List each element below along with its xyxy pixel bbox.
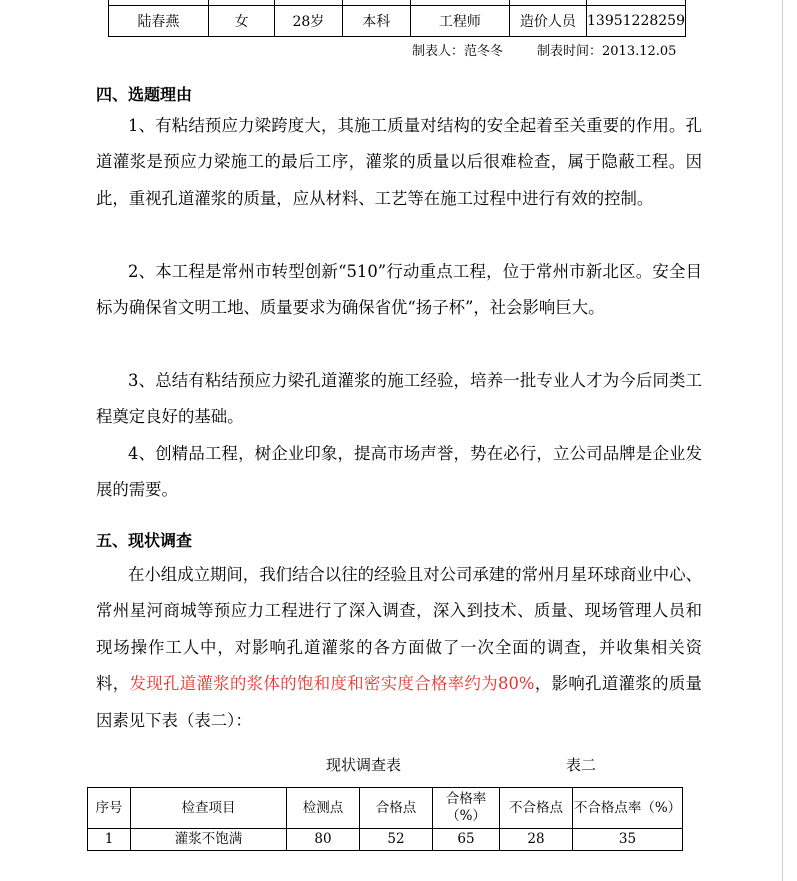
age-cell: 28岁 [275,6,342,37]
header-cell: 合格率（%） [433,788,500,829]
table-label: 表二 [566,756,597,774]
table-cell: 28 [500,829,573,851]
role-cell: 造价人员 [509,6,586,37]
table-cell: 35 [573,829,683,851]
table-cell: 1 [88,829,131,851]
paragraph [96,436,702,509]
paragraph-text: 在小组成立期间，我们结合以往的经验且对公司承建的常州月星环球商业中心、常州星河商城等预应力工程进行了深入调查，深入到技术、质量、现场管理人员和现场操作工人中，对影响孔道灌浆的各方面做了一次全面的调查，并收集相关资料， [96,565,702,694]
header-cell: 检测点 [287,788,360,829]
name-cell: 陆春燕 [109,6,209,37]
table-date: 制表时间：2013.12.05 [537,44,677,59]
table-cell: 80 [287,829,360,851]
paragraph-text: 2、本工程是常州市转型创新“510”行动重点工程，位于常州市新北区。安全目标为确保省文明工地、质量要求为确保省优“扬子杯”，社会影响巨大。 [96,262,702,318]
header-cell: 不合格点 [500,788,573,829]
emphasis-text: 发现孔道灌浆的浆体的饱和度和密实度合格率约为80% [129,674,535,694]
table-row [109,6,686,37]
table-caption: 现状调查表 [326,756,402,774]
survey-table [87,787,683,851]
header-cell: 合格点 [360,788,433,829]
education-cell: 本科 [342,6,410,37]
table-cell: 灌浆不饱满 [131,829,287,851]
page-edge [782,0,797,881]
header-cell: 检查项目 [131,788,287,829]
paragraph-text: 1、有粘结预应力梁跨度大，其施工质量对结构的安全起着至关重要的作用。孔道灌浆是预应力梁施工的最后工序，灌浆的质量以后很难检查，属于隐蔽工程。因此，重视孔道灌浆的质量，应从材料、工艺等在施工过程中进行有效的控制。 [96,116,702,208]
gender-cell: 女 [208,6,274,37]
title-cell: 工程师 [410,6,509,37]
header-cell: 不合格点率（%） [573,788,683,829]
paragraph-text: 3、总结有粘结预应力梁孔道灌浆的施工经验，培养一批专业人才为今后同类工程奠定良好的基础。 [96,371,702,427]
table-maker: 制表人：范冬冬 [412,44,504,59]
header-cell: 序号 [88,788,131,829]
table-cell: 52 [360,829,433,851]
phone-cell: 13951228259 [587,6,686,37]
paragraph-text: ，影响孔道灌浆的质量因素见下表（表二）： [96,674,703,730]
table-row [88,829,683,851]
paragraph [96,108,702,217]
section-heading-survey: 五、现状调查 [96,531,193,550]
section-heading-reasons: 四、选题理由 [96,85,193,104]
paragraph [96,557,702,739]
paragraph-text: 4、创精品工程，树企业印象，提高市场声誉，势在必行，立公司品牌是企业发展的需要。 [96,444,702,500]
staff-table [108,0,686,37]
table-header-row [88,788,683,829]
paragraph [96,363,702,436]
table-cell: 65 [433,829,500,851]
paragraph [96,254,702,327]
